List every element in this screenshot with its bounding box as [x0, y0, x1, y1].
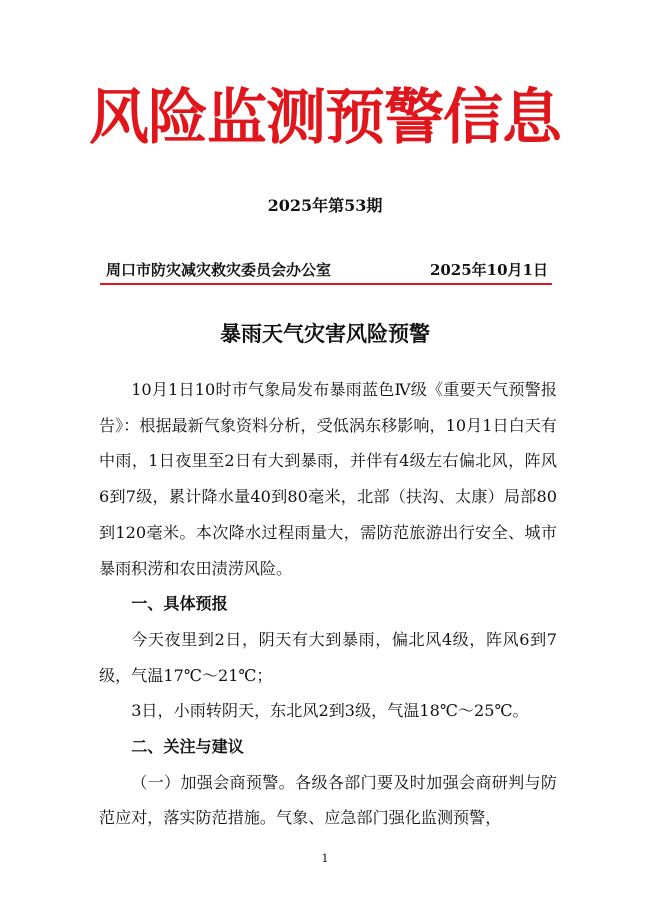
issuer-date-row — [100, 259, 552, 281]
section-heading-advice: 二、关注与建议 — [131, 737, 244, 757]
red-divider — [100, 283, 552, 285]
issue-number: 2025年第53期 — [267, 196, 383, 215]
page-number: 1 — [321, 852, 329, 865]
forecast-paragraph-1: 今天夜里到2日，阴天有大到暴雨，偏北风4级，阵风6到7级，气温17℃～21℃； — [99, 629, 557, 685]
document-body — [99, 372, 557, 836]
forecast-paragraph-2: 3日，小雨转阴天，东北风2到3级，气温18℃～25℃。 — [131, 701, 529, 721]
issue-date: 2025年10月1日 — [429, 261, 548, 279]
section-heading-forecast: 一、具体预报 — [131, 594, 228, 614]
masthead-title: 风险监测预警信息 — [89, 83, 561, 153]
document-title: 暴雨天气灾害风险预警 — [220, 321, 430, 346]
issuer-name: 周口市防灾减灾救灾委员会办公室 — [106, 261, 332, 279]
advice-paragraph-1: （一）加强会商预警。各级各部门要及时加强会商研判与防范应对，落实防范措施。气象、应急部门强化监测预警， — [99, 772, 557, 828]
intro-paragraph: 10月1日10时市气象局发布暴雨蓝色Ⅳ级《重要天气预警报告》：根据最新气象资料分析，受低涡东移影响，10月1日白天有中雨，1日夜里至2日有大到暴雨，并伴有4级左右偏北风，阵风6到7级，累计降水量40到80毫米，北部（扶沟、太康）局部80到120毫米。本次降水过程雨量大，需防范旅游出行安全、城市暴雨积涝和农田渍涝风险。 — [99, 380, 557, 578]
